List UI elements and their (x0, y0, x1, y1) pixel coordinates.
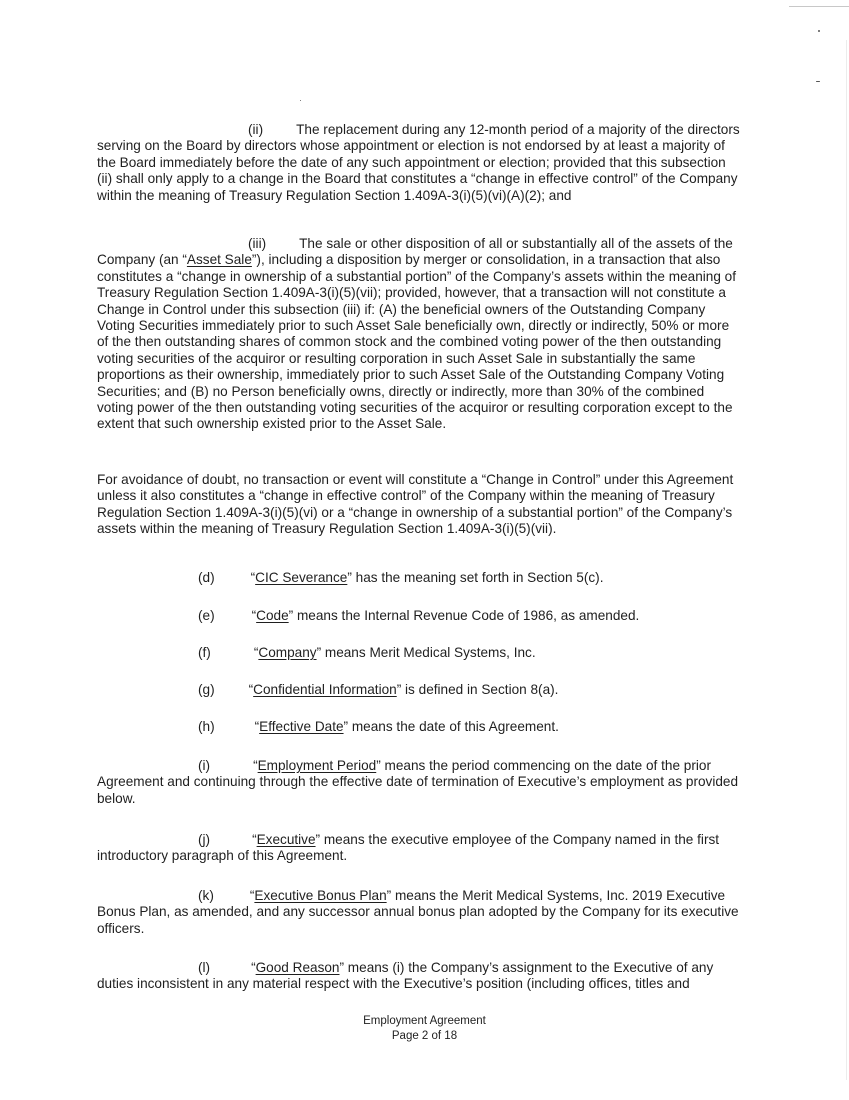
definition-text: ” means (i) the Company’s assignment to the Executive of any duties inconsistent in any material respect with the Executive’s position (including offices, titles and (97, 960, 714, 992)
definition-text: ” means the date of this Agreement. (343, 719, 559, 734)
definition-term: CIC Severance (255, 570, 348, 585)
definition-i: (i) “Employment Period” means the period commencing on the date of the prior Agreement and continuing through the effective date of termination of Executive’s employment as provided below. (97, 758, 739, 806)
page-footer (0, 1014, 849, 1044)
definition-label: (l) (198, 960, 211, 975)
paragraph-ii-label: (ii) (248, 122, 264, 137)
scan-artifact-line (789, 6, 849, 7)
definition-e: (e) “Code” means the Internal Revenue Code of 1986, as amended. (198, 608, 640, 623)
paragraph-iii-label: (iii) (248, 236, 267, 251)
definition-term: Good Reason (255, 960, 340, 975)
paragraph-ii-text: The replacement during any 12-month period of a majority of the directors serving on the Board by directors whose appointment or election is not endorsed by at least a majority of the Board immediately before the date of any such appointment or election; provided that this subsection (ii) shall only apply to a change in the Board that constitutes a “change in effective control” of the Company within the meaning of Treasury Regulation Section 1.409A-3(i)(5)(vi)(A)(2); and (97, 122, 740, 203)
definition-term: Confidential Information (253, 682, 397, 697)
scan-speck (816, 81, 820, 82)
footer-title: Employment Agreement (363, 1015, 486, 1027)
definition-l: (l) “Good Reason” means (i) the Company’s assignment to the Executive of any duties inconsistent in any material respect with the Executive’s position (including offices, titles and (97, 960, 714, 992)
definition-label: (f) (198, 645, 211, 660)
definition-text: ” is defined in Section 8(a). (396, 682, 559, 697)
definition-label: (e) (198, 608, 215, 623)
paragraph-iii-text-after: ”), including a disposition by merger or consolidation, in a transaction that also constitutes a “change in ownership of a substantial portion” of the Company’s assets within the meaning of Treasury Regulation Section 1.409A-3(i)(5)(vii); provided, however, that a transaction will not constitute a Change in Control under this subsection (iii) if: (A) the beneficial owners of the Outstanding Company Voting Securities immediately prior to such Asset Sale beneficially own, directly or indirectly, 50% or more of the then outstanding shares of common stock and the combined voting power of the then outstanding voting securities of the acquiror or resulting corporation in such Asset Sale in substantially the same proportions as their ownership, immediately prior to such Asset Sale of the Outstanding Company Voting Securities; and (B) no Person beneficially owns, directly or indirectly, more than 30% of the combined voting power of the then outstanding voting securities of the acquiror or resulting corporation except to the extent that such ownership existed prior to the Asset Sale. (97, 252, 737, 432)
definition-label: (k) (198, 888, 214, 903)
definition-h: (h) “Effective Date” means the date of this Agreement. (198, 719, 559, 734)
scan-speck (300, 100, 301, 101)
definition-term: Executive Bonus Plan (254, 888, 387, 903)
footer-page-number: Page 2 of 18 (391, 1030, 458, 1042)
definition-label: (i) (198, 758, 211, 773)
paragraph-ii (97, 122, 743, 204)
definition-text: ” means the Internal Revenue Code of 1986, as amended. (288, 608, 640, 623)
definition-label: (j) (198, 832, 211, 847)
paragraph-iii (97, 236, 743, 433)
paragraph-iii-text-before: The sale or other disposition of all or substantially all of the assets of the Company (an “ (97, 236, 733, 268)
definition-term: Effective Date (259, 719, 344, 734)
definition-label: (g) (198, 682, 215, 697)
definition-f: (f) “Company” means Merit Medical Systems, Inc. (198, 645, 536, 660)
definition-d: (d) “CIC Severance” has the meaning set forth in Section 5(c). (198, 570, 604, 585)
paragraph-avoidance: For avoidance of doubt, no transaction or event will constitute a “Change in Control” under this Agreement unless it also constitutes a “change in effective control” of the Company within the meaning of Treasury Regulation Section 1.409A-3(i)(5)(vi) or a “change in ownership of a substantial portion” of the Company’s assets within the meaning of Treasury Regulation Section 1.409A-3(i)(5)(vii). (97, 472, 734, 537)
definition-g: (g) “Confidential Information” is defined in Section 8(a). (198, 682, 559, 697)
term-asset-sale: Asset Sale (186, 252, 252, 268)
definition-term: Employment Period (257, 758, 377, 773)
definition-label: (d) (198, 570, 215, 585)
definition-k: (k) “Executive Bonus Plan” means the Merit Medical Systems, Inc. 2019 Executive Bonus Plan, as amended, and any successor annual bonus plan adopted by the Company for its executive officers. (97, 888, 739, 936)
scan-artifact-edge (846, 40, 847, 1080)
definition-text: ” means Merit Medical Systems, Inc. (316, 645, 536, 660)
definition-text: ” means the period commencing on the date of the prior Agreement and continuing through the effective date of termination of Executive’s employment as provided below. (97, 758, 739, 806)
definition-text: ” means the Merit Medical Systems, Inc. 2019 Executive Bonus Plan, as amended, and any successor annual bonus plan adopted by the Company for its executive officers. (97, 888, 739, 936)
scan-speck (818, 30, 820, 32)
definition-j: (j) “Executive” means the executive employee of the Company named in the first introductory paragraph of this Agreement. (97, 832, 720, 864)
definition-text: ” has the meaning set forth in Section 5(c). (347, 570, 604, 585)
definition-label: (h) (198, 719, 215, 734)
definition-text: ” means the executive employee of the Company named in the first introductory paragraph of this Agreement. (97, 832, 720, 864)
definition-term: Code (256, 608, 289, 623)
definition-term: Executive (256, 832, 316, 847)
definition-term: Company (258, 645, 317, 660)
